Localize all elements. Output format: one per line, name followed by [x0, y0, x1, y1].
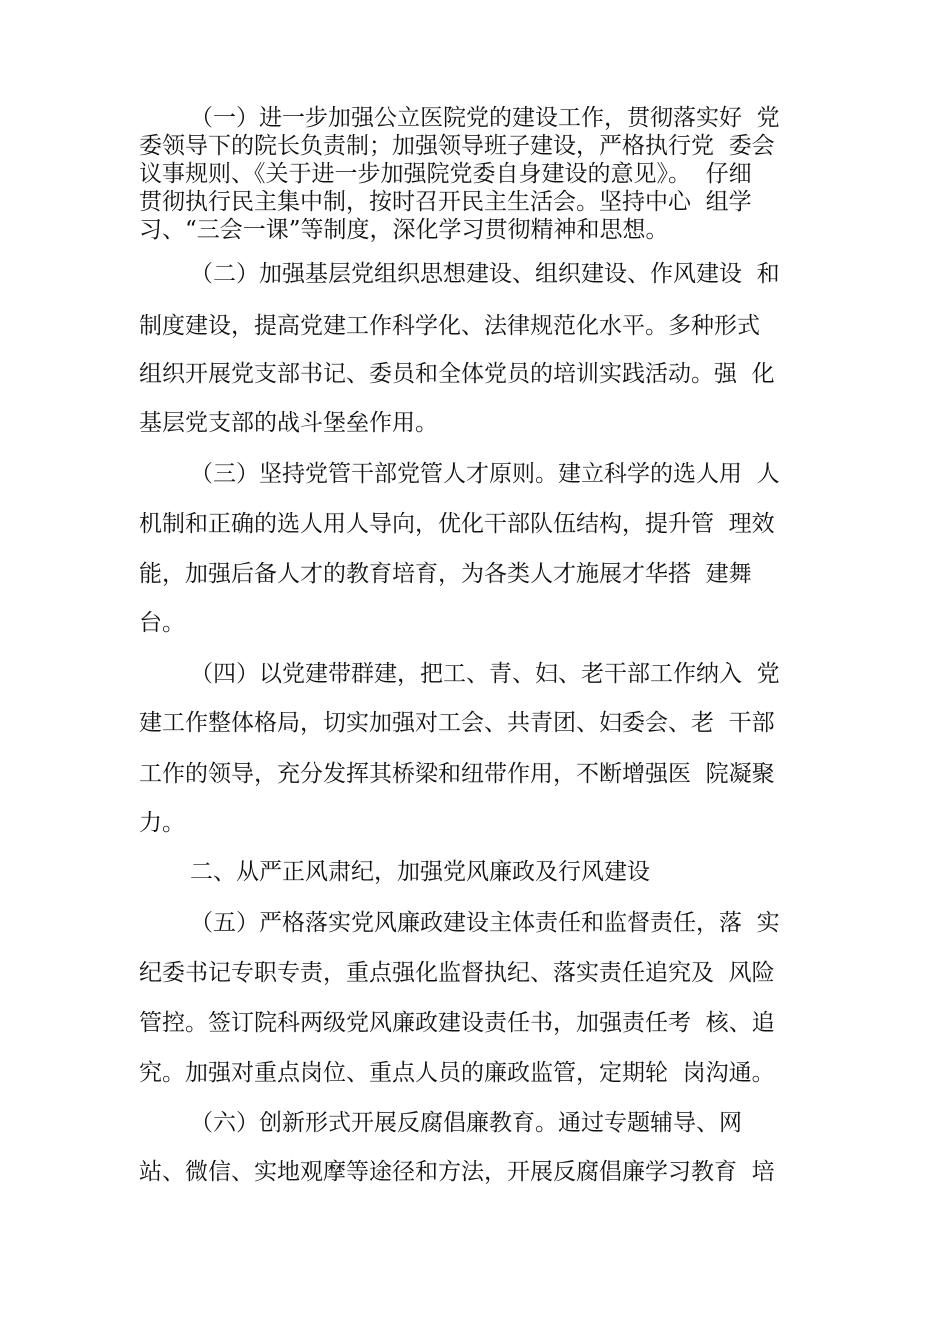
paragraph-5-line-1: （五）严格落实党风廉政建设主体责任和监督责任，落 实	[190, 910, 780, 936]
paragraph-2-line-3: 组织开展党支部书记、委员和全体党员的培训实践活动。强 化	[139, 361, 775, 387]
paragraph-3-line-4: 台。	[139, 610, 185, 636]
paragraph-2-line-4: 基层党支部的战斗堡垒作用。	[139, 410, 438, 436]
paragraph-6-line-2: 站、微信、实地观摩等途径和方法，开展反腐倡廉学习教育 培	[139, 1159, 775, 1185]
paragraph-1-line-2: 委领导下的院长负责制；加强领导班子建设，严格执行党 委会	[139, 133, 775, 159]
paragraph-5-line-2: 纪委书记专职专责，重点强化监督执纪、落实责任追究及 风险	[139, 960, 775, 986]
paragraph-2-line-2: 制度建设，提高党建工作科学化、法律规范化水平。多种形式	[139, 313, 760, 339]
paragraph-4-line-1: （四）以党建带群建，把工、青、妇、老干部工作纳入 党	[190, 661, 780, 687]
paragraph-5-line-4: 究。加强对重点岗位、重点人员的廉政监管，定期轮 岗沟通。	[139, 1060, 775, 1086]
paragraph-1-line-5: 习、“三会一课”等制度，深化学习贯彻精神和思想。	[139, 217, 669, 243]
paragraph-3-line-1: （三）坚持党管干部党管人才原则。建立科学的选人用 人	[190, 461, 780, 487]
paragraph-1-line-1: （一）进一步加强公立医院党的建设工作，贯彻落实好 党	[190, 105, 780, 131]
paragraph-1-line-3: 议事规则、《关于进一步加强院党委自身建设的意见》。 仔细	[139, 161, 752, 187]
paragraph-1-line-4: 贯彻执行民主集中制，按时召开民主生活会。坚持中心 组学	[139, 189, 752, 215]
paragraph-3-line-2: 机制和正确的选人用人导向，优化干部队伍结构，提升管 理效	[139, 511, 775, 537]
section-heading: 二、从严正风肃纪，加强党风廉政及行风建设	[190, 859, 650, 885]
paragraph-4-line-3: 工作的领导，充分发挥其桥梁和纽带作用，不断增强医 院凝聚	[139, 761, 775, 787]
paragraph-3-line-3: 能，加强后备人才的教育培育，为各类人才施展才华搭 建舞	[139, 561, 752, 587]
paragraph-6-line-1: （六）创新形式开展反腐倡廉教育。通过专题辅导、网	[190, 1110, 742, 1136]
paragraph-4-line-4: 力。	[139, 810, 185, 836]
paragraph-2-line-1: （二）加强基层党组织思想建设、组织建设、作风建设 和	[190, 261, 780, 287]
paragraph-4-line-2: 建工作整体格局，切实加强对工会、共青团、妇委会、老 干部	[139, 710, 775, 736]
paragraph-5-line-3: 管控。签订院科两级党风廉政建设责任书，加强责任考 核、追	[139, 1010, 775, 1036]
